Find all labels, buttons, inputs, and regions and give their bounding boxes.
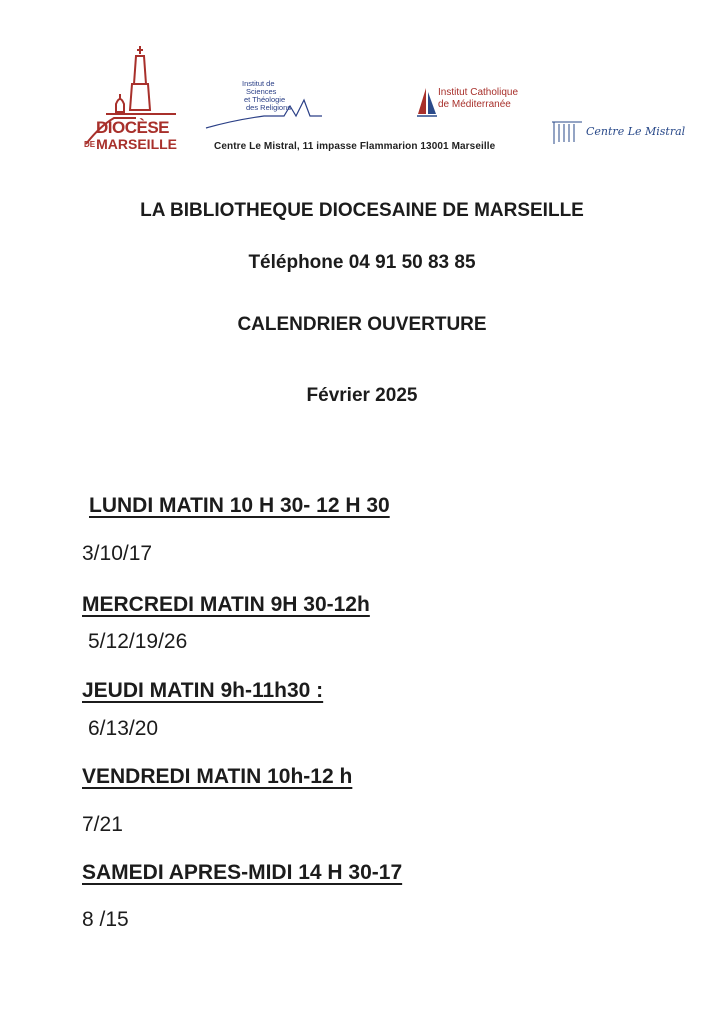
calendar-title: CALENDRIER OUVERTURE — [237, 314, 487, 335]
icm-line-1: Institut Catholique — [438, 87, 519, 98]
icm-sail-icon — [416, 86, 438, 120]
month-title: Février 2025 — [306, 385, 418, 406]
institut-logo-text — [242, 80, 291, 112]
diocese-logo — [80, 44, 190, 156]
diocese-logo-marseille: MARSEILLE — [96, 136, 178, 152]
icm-line-2: de Méditerranée — [438, 99, 511, 110]
institut-line-4: des Religions — [246, 103, 292, 112]
friday-dates: 7/21 — [82, 813, 123, 836]
monday-dates: 3/10/17 — [82, 542, 153, 565]
wednesday-dates: 5/12/19/26 — [88, 630, 188, 653]
diocese-logo-line1: DIOCÈSE — [96, 118, 170, 137]
institut-line-1: Institut de — [242, 79, 275, 88]
mistral-columns-icon — [550, 118, 584, 146]
diocese-logo-de: DE — [84, 140, 96, 149]
icm-logo — [416, 86, 528, 120]
diocese-logo-line2 — [84, 136, 177, 152]
thursday-dates: 6/13/20 — [88, 717, 159, 740]
friday-heading: VENDREDI MATIN 10h-12 h — [82, 765, 353, 788]
thursday-heading: JEUDI MATIN 9h-11h30 : — [82, 679, 324, 702]
monday-heading: LUNDI MATIN 10 H 30- 12 H 30 — [89, 494, 390, 517]
institut-line-3: et Théologie — [244, 95, 286, 104]
mistral-logo-text: Centre Le Mistral — [586, 125, 686, 138]
saturday-heading: SAMEDI APRES-MIDI 14 H 30-17 — [82, 861, 403, 884]
phone-line: Téléphone 04 91 50 83 85 — [248, 252, 476, 273]
library-title: LA BIBLIOTHEQUE DIOCESAINE DE MARSEILLE — [140, 200, 584, 221]
institut-sciences-logo — [204, 80, 334, 132]
address: Centre Le Mistral, 11 impasse Flammarion 13001 Marseille — [214, 141, 496, 152]
institut-line-2: Sciences — [246, 87, 277, 96]
saturday-dates: 8 /15 — [82, 908, 129, 931]
wednesday-heading: MERCREDI MATIN 9H 30-12h — [82, 593, 370, 616]
centre-le-mistral-logo — [550, 118, 690, 148]
icm-logo-text — [438, 87, 518, 111]
